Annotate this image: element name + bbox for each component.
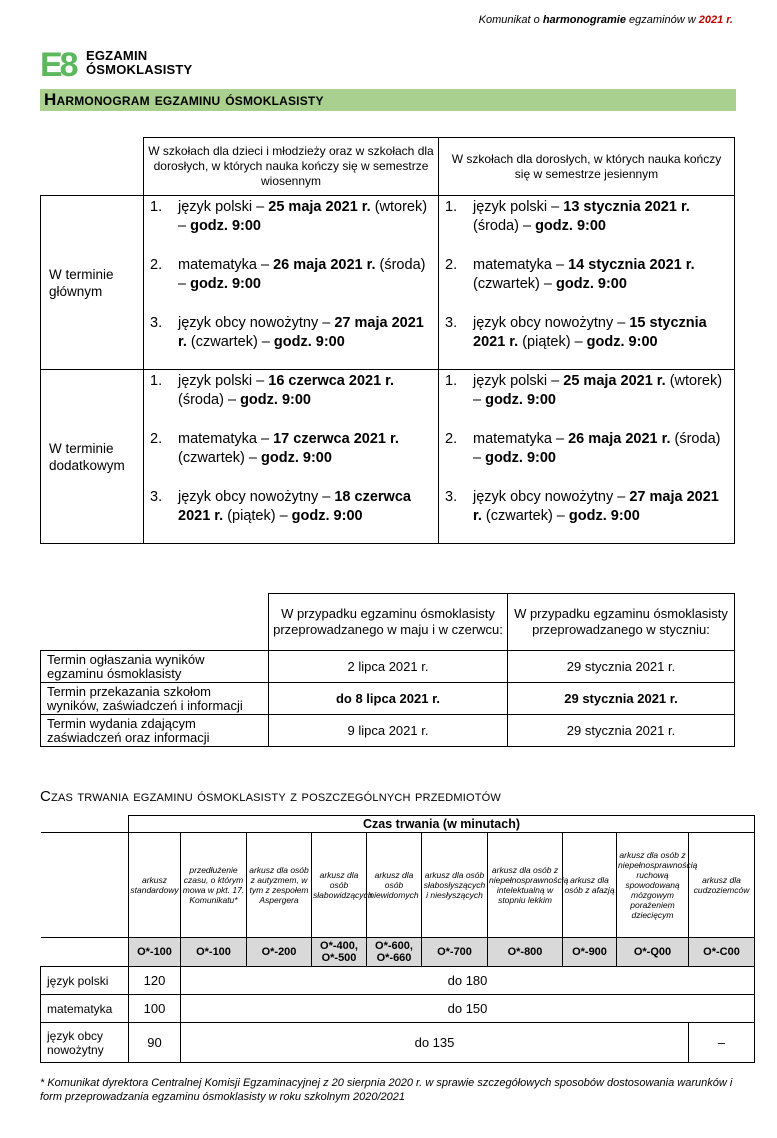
exam-item: 3. język obcy nowożytny – 27 maja 2021 r. (czwartek) – godz. 9:00 [445, 489, 719, 524]
sheet-code: O*-100 [129, 938, 181, 967]
page-title: Harmonogram egzaminu ósmoklasisty [44, 90, 324, 109]
sheet-desc: arkusz dla osób słabosłyszących i niesłyszących [422, 833, 488, 938]
sheet-desc: arkusz standardowy [129, 833, 181, 938]
blank-cell [41, 138, 144, 196]
schedule-row-extra [41, 370, 735, 544]
schedule-header-row [41, 138, 735, 196]
sheet-desc: przedłużenie czasu, o którym mowa w pkt. 17. Komunikatu* [181, 833, 247, 938]
standard-time: 100 [129, 995, 181, 1023]
sheet-desc: arkusz dla osób z niepełnosprawnością intelektualną w stopniu lekkim [488, 833, 563, 938]
results-value: 29 stycznia 2021 r. [508, 715, 735, 747]
sheet-code: O*-Q00 [617, 938, 689, 967]
duration-row-foreign [41, 1023, 755, 1063]
exam-item: 1. język polski – 25 maja 2021 r. (wtorek) – godz. 9:00 [445, 373, 723, 408]
exam-item: 1. język polski – 13 stycznia 2021 r. (środa) – godz. 9:00 [445, 199, 690, 234]
schedule-table [40, 137, 735, 544]
schedule-cell [439, 196, 735, 370]
sheet-code: O*-C00 [689, 938, 755, 967]
duration-table [40, 815, 755, 1063]
schedule-col1-header: W szkołach dla dzieci i młodzieży oraz w szkołach dla dorosłych, w których nauka kończy się w semestrze wiosennym [144, 138, 439, 196]
page-title-bar [40, 89, 736, 111]
results-header-row [41, 594, 735, 651]
sheet-code: O*-700 [422, 938, 488, 967]
duration-title-row [41, 816, 755, 833]
exam-item: 2. matematyka – 14 stycznia 2021 r. (czwartek) – godz. 9:00 [445, 257, 695, 292]
subject-label: matematyka [41, 995, 129, 1023]
exam-item: 3. język obcy nowożytny – 27 maja 2021 r. (czwartek) – godz. 9:00 [150, 315, 424, 350]
results-row [41, 715, 735, 747]
sheet-desc: arkusz dla osób z autyzmem, w tym z zespołem Aspergera [247, 833, 312, 938]
sheet-code: O*-800 [488, 938, 563, 967]
results-row [41, 651, 735, 683]
schedule-col2-header: W szkołach dla dorosłych, w których nauka kończy się w semestrze jesiennym [439, 138, 735, 196]
exam-item: 3. język obcy nowożytny – 15 stycznia 2021 r. (piątek) – godz. 9:00 [445, 315, 707, 350]
sheet-desc: arkusz dla osób z afazją [563, 833, 617, 938]
header-note: Komunikat o harmonogramie egzaminów w 2021 r. [478, 14, 733, 26]
sheet-code: O*-200 [247, 938, 312, 967]
results-value: 9 lipca 2021 r. [269, 715, 508, 747]
schedule-cell [439, 370, 735, 544]
results-row-label: Termin wydania zdającym zaświadczeń oraz informacji [41, 715, 269, 747]
blank-cell [41, 833, 129, 938]
standard-time: 120 [129, 967, 181, 995]
duration-row-math [41, 995, 755, 1023]
exam-item: 2. matematyka – 26 maja 2021 r. (środa) – godz. 9:00 [445, 431, 721, 466]
duration-table-title: Czas trwania (w minutach) [129, 816, 755, 833]
results-value: 29 stycznia 2021 r. [508, 683, 735, 715]
sheet-code: O*-600, O*-660 [367, 938, 422, 967]
sheet-code: O*-100 [181, 938, 247, 967]
results-col1-header: W przypadku egzaminu ósmoklasisty przeprowadzanego w maju i w czerwcu: [269, 594, 508, 651]
sheet-code: O*-400, O*-500 [312, 938, 367, 967]
duration-code-row [41, 938, 755, 967]
exam-item: 1. język polski – 16 czerwca 2021 r. (środa) – godz. 9:00 [150, 373, 395, 408]
results-value: 29 stycznia 2021 r. [508, 651, 735, 683]
exam-item: 3. język obcy nowożytny – 18 czerwca 2021 r. (piątek) – godz. 9:00 [150, 489, 411, 524]
schedule-row-main [41, 196, 735, 370]
results-row-label: Termin przekazania szkołom wyników, zaświadczeń i informacji [41, 683, 269, 715]
svg-text:E8: E8 [40, 46, 76, 80]
sheet-code: O*-900 [563, 938, 617, 967]
extended-time: do 135 [181, 1023, 689, 1063]
sheet-desc: arkusz dla cudzoziemców [689, 833, 755, 938]
exam-item: 2. matematyka – 26 maja 2021 r. (środa) – godz. 9:00 [150, 257, 426, 292]
blank-cell [41, 938, 129, 967]
schedule-cell [144, 196, 439, 370]
duration-section-title: Czas trwania egzaminu ósmoklasisty z poszczególnych przedmiotów [40, 788, 501, 805]
duration-row-polish [41, 967, 755, 995]
foreigner-time: – [689, 1023, 755, 1063]
extended-time: do 180 [181, 967, 755, 995]
sheet-desc: arkusz dla osób słabowidzących [312, 833, 367, 938]
subject-label: język obcy nowożytny [41, 1023, 129, 1063]
exam-logo [40, 46, 192, 80]
schedule-cell [144, 370, 439, 544]
sheet-desc: arkusz dla osób niewidomych [367, 833, 422, 938]
exam-item: 1. język polski – 25 maja 2021 r. (wtorek) – godz. 9:00 [150, 199, 428, 234]
e8-logo-icon [40, 46, 82, 80]
duration-desc-row [41, 833, 755, 938]
standard-time: 90 [129, 1023, 181, 1063]
blank-cell [41, 594, 269, 651]
subject-label: język polski [41, 967, 129, 995]
logo-line2: ÓSMOKLASISTY [86, 62, 193, 77]
results-table [40, 593, 735, 747]
results-col2-header: W przypadku egzaminu ósmoklasisty przeprowadzanego w styczniu: [508, 594, 735, 651]
schedule-row-label: W terminie dodatkowym [41, 370, 144, 544]
results-value: 2 lipca 2021 r. [269, 651, 508, 683]
results-value: do 8 lipca 2021 r. [269, 683, 508, 715]
results-row [41, 683, 735, 715]
extended-time: do 150 [181, 995, 755, 1023]
logo-line1: EGZAMIN [86, 48, 148, 63]
sheet-desc: arkusz dla osób z niepełnosprawnością ruchową spowodowaną mózgowym porażeniem dziecięcym [617, 833, 689, 938]
footnote: * Komunikat dyrektora Centralnej Komisji Egzaminacyjnej z 20 sierpnia 2020 r. w sprawie szczegółowych sposobów dostosowania warunków i form przeprowadzania egzaminu ósmoklasisty w roku szkolnym 2020/2021 [40, 1077, 733, 1103]
blank-cell [41, 816, 129, 833]
results-row-label: Termin ogłaszania wyników egzaminu ósmoklasisty [41, 651, 269, 683]
schedule-row-label: W terminie głównym [41, 196, 144, 370]
exam-item: 2. matematyka – 17 czerwca 2021 r. (czwartek) – godz. 9:00 [150, 431, 399, 466]
